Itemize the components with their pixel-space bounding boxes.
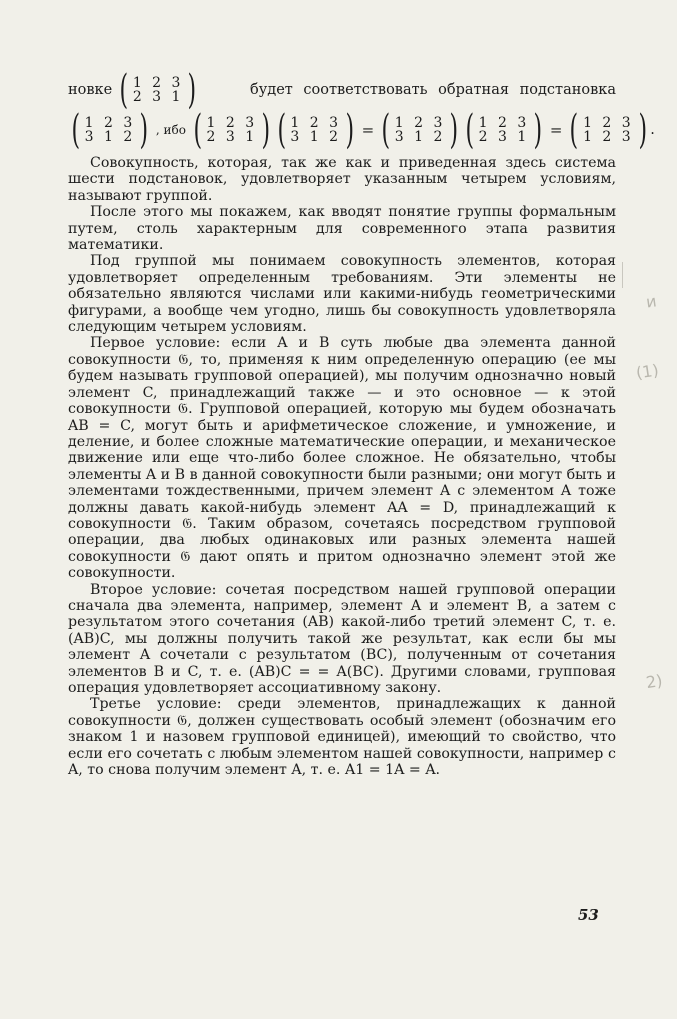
permutation: ( 1 2 3 2 3 1 ) — [193, 107, 271, 153]
permutation: ( 1 2 3 3 1 2 ) — [277, 107, 355, 153]
line1-prefix: новке — [68, 82, 113, 98]
paragraph: Под группой мы понимаем совокупность элементов, которая удовлетворяет определенным требованиям. Эти элементы не обязательно являются числами или какими-нибудь геометрическими фигурами, а вообще чем угодно, лишь бы совокупность удовлетворяла следующим четырем условиям. — [68, 253, 616, 336]
body-text — [68, 155, 616, 778]
paragraph: Третье условие: среди элементов, принадлежащих к данной совокупности 𝔊, должен существовать особый элемент (обозначим его знаком 1 и назовем групповой единицей), имеющий то свойство, что если его сочетать с любым элементом нашей совокупности, например с A, то снова получим элемент A, т. е. A1 = 1A = A. — [68, 696, 616, 779]
permutation: ( 1 2 3 2 3 1 ) — [465, 107, 543, 153]
permutation: ( 1 2 3 1 2 3 ) — [569, 107, 647, 153]
margin-mark: 2) — [644, 670, 664, 693]
margin-mark: и — [644, 291, 658, 312]
formula-end-dot: . — [650, 122, 655, 138]
paragraph: Второе условие: сочетая посредством нашей групповой операции сначала два элемента, например, элемент A и элемент B, а затем с результатом этого сочетания (AB) какой-либо третий элемент C, т. е. (AB)C, мы должны получить такой же результат, как если бы мы элемент A сочетали с результатом (BC), полученным от сочетания элементов B и C, т. е. (AB)C = = A(BC). Другими словами, групповая операция удовлетворяет ассоциативному закону. — [68, 581, 616, 696]
formula-line-2 — [68, 107, 655, 153]
margin-mark: (1) — [634, 360, 660, 383]
paragraph: После этого мы покажем, как вводят понятие группы формальным путем, столь характерным для современного этапа развития математики. — [68, 204, 616, 254]
page-number: 53 — [578, 906, 599, 924]
paragraph: Первое условие: если A и B суть любые два элемента данной совокупности 𝔊, то, применяя к ним определенную операцию (ее мы будем называть групповой операцией), мы получим однозначно новый элемент C, принадлежащий также — и это основное — к этой совокупности 𝔊. Групповой операцией, которую мы будем обозначать AB = C, могут быть и арифметическое сложение, и умножение, и деление, и более сложные математические операции, и механическое движение или еще что-либо более сложное. Не обязательно, чтобы элементы A и B в данной совокупности были разными; они могут быть и элементами тождественными, причем элемент A с элементом A тоже должны давать какой-нибудь элемент AA = D, принадлежащий к совокупности 𝔊. Таким образом, сочетаясь посредством групповой операции, два любых одинаковых или разных элемента нашей совокупности 𝔊 дают опять и притом однозначно элемент этой же совокупности. — [68, 335, 616, 582]
margin-pencil-line — [622, 262, 623, 288]
equals-sign: = — [361, 121, 375, 139]
paragraph: Совокупность, которая, так же как и приведенная здесь система шести подстановок, удовлетворяет указанным четырем условиям, называют группой. — [68, 155, 616, 204]
permutation: ( 1 2 3 3 1 2 ) — [71, 107, 149, 153]
equals-sign: = — [549, 121, 563, 139]
ibo-text: , ибо — [155, 123, 186, 137]
permutation: ( 1 2 3 2 3 1 ) — [119, 67, 197, 113]
line1-text: будет соответствовать обратная подстановка — [250, 82, 616, 98]
permutation: ( 1 2 3 3 1 2 ) — [381, 107, 459, 153]
formula-line-1 — [68, 67, 616, 113]
